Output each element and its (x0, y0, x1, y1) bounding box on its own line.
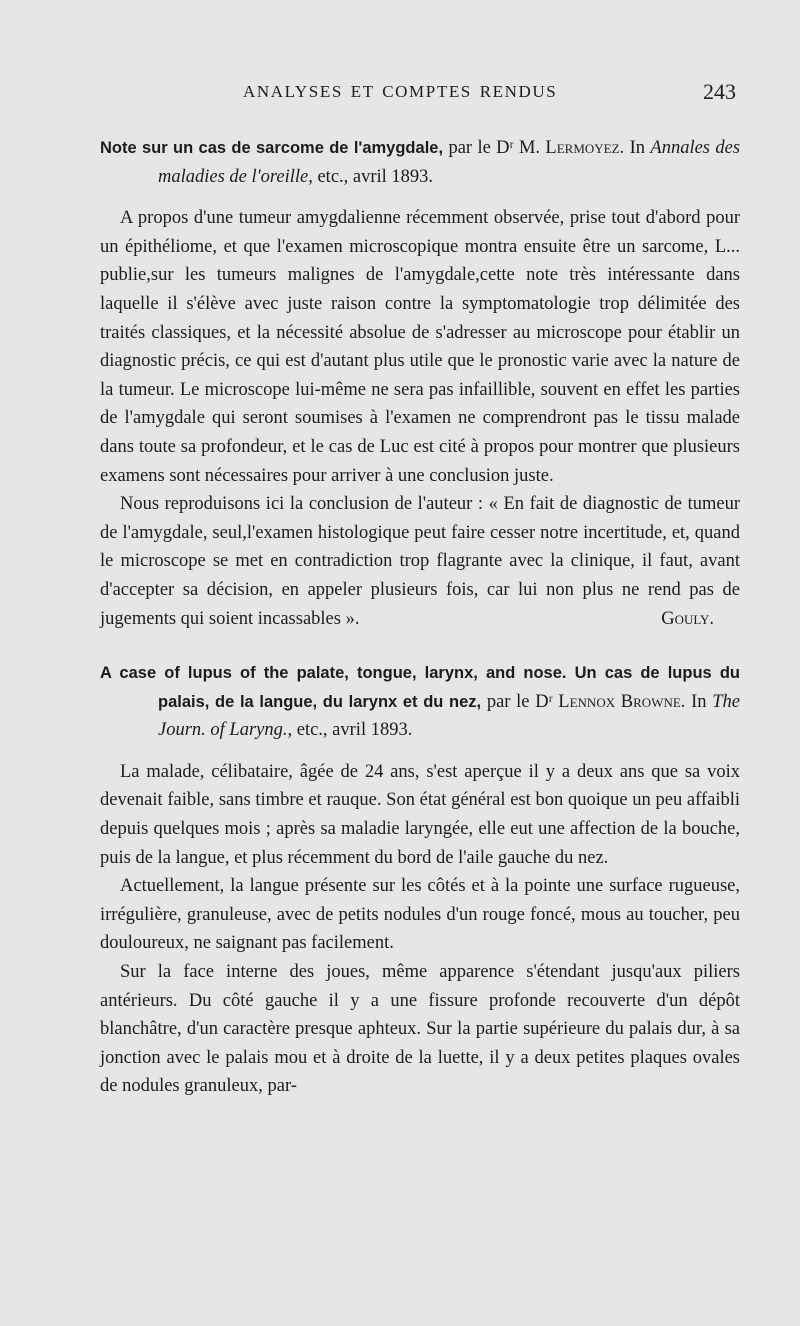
article-2-heading (100, 659, 740, 745)
article-2-paragraph-3: Sur la face interne des joues, même apparence s'étendant jusqu'aux piliers antérieurs. Du côté gauche il y a une fissure profonde recouverte d'un dépôt blanchâtre, d'un caractère presque aphteux. Sur la partie supérieure du palais dur, à sa jonction avec le palais mou et à droite de la luette, il y a deux petites plaques ovales de nodules granuleux, par- (100, 962, 740, 1097)
article-1-author-name: Lermoyez. (545, 138, 625, 158)
spacer (100, 633, 740, 659)
article-1-author-prefix: par le Dʳ M. (448, 138, 541, 158)
article-2-author-prefix: par le Dʳ (486, 691, 553, 712)
page-number: 243 (703, 79, 736, 104)
article-1-title: Note sur un cas de sarcome de l'amygdale, (100, 139, 444, 157)
page-content (100, 134, 740, 1101)
article-2-journal: The Journ. of Laryng., (158, 691, 740, 741)
article-1-signature: Gouly. (661, 608, 714, 629)
article-1-journal: Annales des maladies de l'oreille, (158, 138, 741, 187)
article-1-heading (100, 134, 740, 191)
running-head (100, 79, 740, 108)
article-2-paragraph-2: Actuellement, la langue présente sur les côtés et à la pointe une surface rugueuse, irrégulière, granuleuse, avec de petits nodules d'un rouge foncé, mous au toucher, peu douloureux, ne saignant pas facilement. (100, 876, 740, 954)
article-2-title: A case of lupus of the palate, tongue, larynx, and nose. Un cas de lupus du palais, de la langue, du larynx et du nez, (100, 664, 740, 711)
article-2-date: etc., avril 1893. (296, 720, 413, 741)
article-2-in: In (691, 691, 707, 712)
article-1-date: etc., avril 1893. (317, 166, 434, 187)
running-title: ANALYSES ET COMPTES RENDUS (243, 82, 558, 101)
article-1-paragraph-2: Nous reproduisons ici la conclusion de l'auteur : « En fait de diagnostic de tumeur de l'amygdale, seul,l'examen histologique peut faire cesser notre incertitude, et, quand le microscope se met en contradiction trop flagrante avec la clinique, il faut, avant d'accepter sa décision, en appeler plusieurs fois, car lui non plus ne rend pas de jugements qui soient incassables ». (100, 494, 740, 629)
article-2-paragraph-1: La malade, célibataire, âgée de 24 ans, s'est aperçue il y a deux ans que sa voix devenait faible, sans timbre et rauque. Son état général est bon quoique un peu affaibli depuis quelques mois ; après sa maladie laryngée, elle eut une affection de la bouche, puis de la langue, et plus récemment du bord de l'aile gauche du nez. (100, 761, 740, 868)
article-1-in: In (629, 138, 645, 158)
article-2-author-name: Lennox Browne. (558, 691, 686, 712)
spacer (100, 745, 740, 758)
article-1-paragraph-1: A propos d'une tumeur amygdalienne récemment observée, prise tout d'abord pour un épithéliome, et que l'examen microscopique montra ensuite être un sarcome, L... publie,sur les tumeurs malignes de l'amygdale,cette note très intéressante dans laquelle il s'élève avec juste raison contre la symptomatologie trop délimitée des traités classiques, et la nécessité absolue de s'adresser au microscope pour établir un diagnostic précis, ce qui est d'autant plus utile que le pronostic varie avec la nature de la tumeur. Le microscope lui-même ne sera pas infaillible, souvent en effet les parties de l'amygdale qui seront soumises à l'examen ne comprendront pas le tissu malade dans toute sa profondeur, et le cas de Luc est cité à propos pour montrer que plusieurs examens sont nécessaires pour arriver à une conclusion juste. (100, 208, 740, 486)
spacer (100, 191, 740, 204)
